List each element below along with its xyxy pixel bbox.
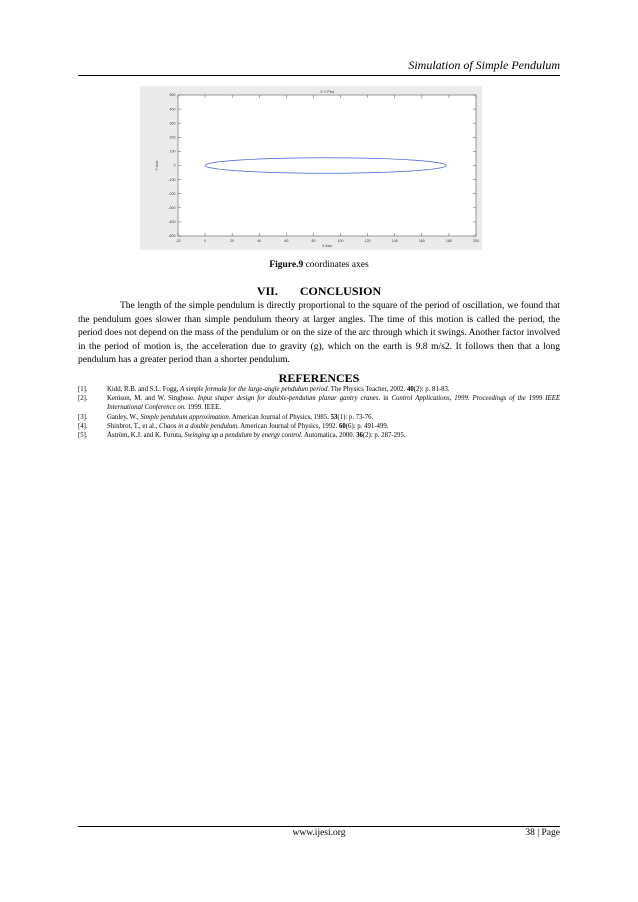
reference-title: Swinging up a pendulum by energy control. xyxy=(184,432,303,440)
reference-source: Automatica, 2000. xyxy=(302,432,357,440)
x-tick-label: 200 xyxy=(473,239,479,243)
x-tick-label: 100 xyxy=(337,239,344,243)
section-title: CONCLUSION xyxy=(299,284,382,298)
reference-title: Simple pendulum approximation. xyxy=(140,413,231,421)
references-list xyxy=(78,385,560,440)
reference-pages: (2): p. 287-295. xyxy=(362,432,406,440)
reference-pages: (2): p. 81-83. xyxy=(413,386,450,393)
figure-9 xyxy=(140,86,482,250)
chart-title: X Y Plot xyxy=(320,90,334,94)
x-tick-label: 80 xyxy=(311,239,316,243)
x-tick-label: 160 xyxy=(418,239,425,243)
reference-number: [5]. xyxy=(78,432,88,440)
reference-number: [2]. xyxy=(78,395,88,403)
reference-authors: Shinbrot, T., et al., xyxy=(107,422,160,430)
y-tick-label: 400 xyxy=(169,107,176,112)
x-tick-label: 120 xyxy=(364,239,371,243)
reference-title: Input shaper design for double-pendulum planar gantry cranes xyxy=(197,395,379,403)
figure-caption xyxy=(0,260,638,270)
y-axis-label: Y Axis xyxy=(155,160,159,171)
reference-authors: Ganley, W., xyxy=(107,413,141,421)
x-tick-label: 20 xyxy=(230,239,235,243)
running-header: Simulation of Simple Pendulum xyxy=(408,58,560,72)
reference-volume: 36 xyxy=(356,432,363,440)
reference-source: American Journal of Physics, 1992. xyxy=(238,422,339,430)
section-number: VII. xyxy=(256,284,278,298)
reference-pages: (1): p. 73-76. xyxy=(337,413,374,421)
y-tick-label: 200 xyxy=(169,135,176,140)
reference-source: . in xyxy=(378,395,392,403)
figure-caption-label: Figure.9 xyxy=(269,260,304,270)
reference-authors: Kenison, M. and W. Singhose. xyxy=(107,395,198,403)
reference-authors: Åström, K.J. and K. Furuta, xyxy=(107,432,185,440)
x-tick-label: -20 xyxy=(175,239,181,243)
header-rule xyxy=(78,75,560,76)
x-tick-label: 40 xyxy=(257,239,262,243)
reference-pages: 1999. IEEE. xyxy=(185,404,221,412)
reference-volume: 60 xyxy=(338,422,346,430)
figure-caption-text: coordinates axes xyxy=(303,260,369,270)
conclusion-paragraph xyxy=(78,300,560,368)
reference-volume: 53 xyxy=(330,413,338,421)
reference-title: A simple formula for the large-angle pendulum period. xyxy=(180,386,330,393)
reference-item xyxy=(78,431,560,440)
xy-plot-chart xyxy=(140,86,482,250)
x-tick-label: 60 xyxy=(284,239,289,243)
y-tick-label: -100 xyxy=(168,177,176,182)
y-tick-label: 300 xyxy=(169,121,176,126)
conclusion-text: The length of the simple pendulum is directly proportional to the square of the period of oscillation, we found that the pendulum goes slower than simple pendulum theory at larger angles. The time of this motion is called the period, the period does not depend on the mass of the pendulum or on the size of the arc through which it swings. Another factor involved in the period of motion is, the acceleration due to gravity (g), which on the earth is 9.8 m/s2. It follows then that a long pendulum has a greater period than a shorter pendulum. xyxy=(78,301,560,365)
y-tick-label: 500 xyxy=(169,93,176,98)
reference-item xyxy=(78,394,560,412)
section-heading xyxy=(0,284,638,299)
reference-authors: Kidd, R.B. and S.L. Fogg, xyxy=(107,386,181,393)
y-tick-label: 0 xyxy=(173,163,176,168)
reference-number: [3]. xyxy=(78,413,88,421)
reference-source: The Physics Teacher, 2002. xyxy=(329,386,407,393)
reference-item xyxy=(78,385,560,394)
reference-number: [1]. xyxy=(78,386,88,393)
reference-pages: (6): p. 491-499. xyxy=(345,422,389,430)
reference-item xyxy=(78,422,560,431)
references-heading: REFERENCES xyxy=(278,371,360,385)
reference-item xyxy=(78,413,560,422)
footer-rule xyxy=(78,826,560,827)
y-tick-label: -400 xyxy=(168,220,176,225)
reference-title: Chaos in a double pendulum. xyxy=(159,422,239,430)
y-tick-label: 100 xyxy=(169,149,176,154)
x-axis-label: X Axis xyxy=(322,244,332,248)
x-tick-label: 0 xyxy=(204,239,207,243)
y-tick-label: -500 xyxy=(168,234,176,239)
footer-page-number: 38 | Page xyxy=(525,828,560,838)
footer-url: www.ijesi.org xyxy=(292,828,346,838)
reference-number: [4]. xyxy=(78,422,88,430)
plot-area xyxy=(178,95,476,236)
y-tick-label: -300 xyxy=(168,206,176,210)
y-tick-label: -200 xyxy=(168,191,176,196)
x-tick-label: 140 xyxy=(391,239,398,243)
reference-volume: 40 xyxy=(406,386,414,393)
x-tick-label: 180 xyxy=(445,239,452,243)
reference-proceedings: Control Applications, 1999. Proceedings of the 1999 IEEE International Conference on. xyxy=(107,395,561,412)
reference-source: American Journal of Physics, 1985. xyxy=(230,413,331,421)
